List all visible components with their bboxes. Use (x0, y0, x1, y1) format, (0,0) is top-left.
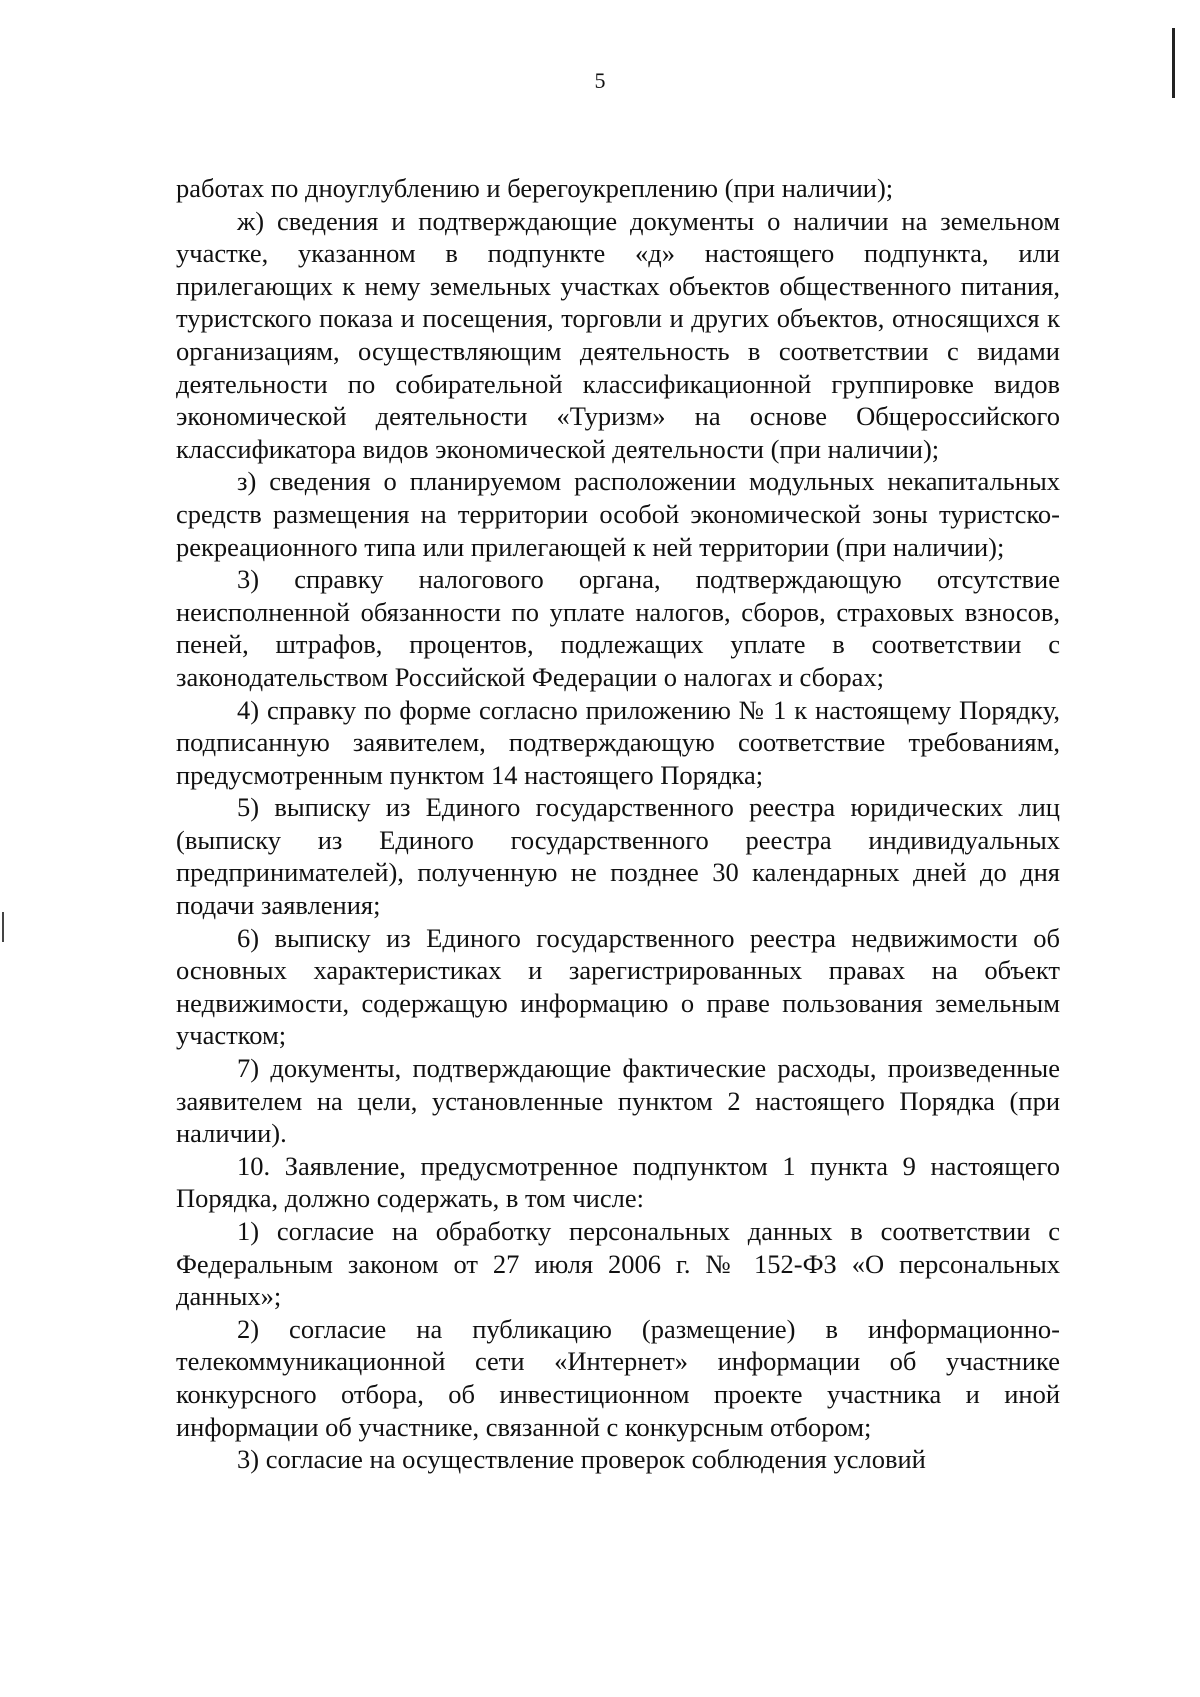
paragraph-item-5: 5) выписку из Единого государственного реестра юридических лиц (выписку из Единого государственного реестра индивидуальных предпринимателей), полученную не позднее 30 календарных дней до дня подачи заявления; (176, 792, 1060, 921)
document-body (176, 172, 1060, 1476)
paragraph-item-z: з) сведения о планируемом расположении модульных некапитальных средств размещения на территории особой экономической зоны туристско-рекреационного типа или прилегающей к ней территории (при наличии); (176, 466, 1060, 562)
paragraph-item-zh: ж) сведения и подтверждающие документы о наличии на земельном участке, указанном в подпункте «д» настоящего подпункта, или прилегающих к нему земельных участках объектов общественного питания, туристского показа и посещения, торговли и других объектов, относящихся к организациям, осуществляющим деятельность в соответствии с видами деятельности по собирательной классификационной группировке видов экономической деятельности «Туризм» на основе Общероссийского классификатора видов экономической деятельности (при наличии); (176, 205, 1060, 464)
scan-edge-mark (1172, 28, 1175, 98)
paragraph-continuation: работах по дноуглублению и берегоукреплению (при наличии); (176, 173, 894, 203)
paragraph-item-4: 4) справку по форме согласно приложению № 1 к настоящему Порядку, подписанную заявителем, подтверждающую соответствие требованиям, предусмотренным пунктом 14 настоящего Порядка; (176, 694, 1060, 790)
paragraph-sub-3: 3) согласие на осуществление проверок соблюдения условий (237, 1444, 926, 1475)
paragraph-item-6: 6) выписку из Единого государственного реестра недвижимости об основных характеристиках и зарегистрированных правах на объект недвижимости, содержащую информацию о праве пользования земельным участком; (176, 922, 1060, 1051)
paragraph-item-7: 7) документы, подтверждающие фактические расходы, произведенные заявителем на цели, установленные пунктом 2 настоящего Порядка (при наличии). (176, 1053, 1060, 1149)
paragraph-section-10: 10. Заявление, предусмотренное подпунктом 1 пункта 9 настоящего Порядка, должно содержать, в том числе: (176, 1150, 1060, 1214)
scan-edge-mark-left (2, 912, 4, 942)
paragraph-item-3: 3) справку налогового органа, подтверждающую отсутствие неисполненной обязанности по уплате налогов, сборов, страховых взносов, пеней, штрафов, процентов, подлежащих уплате в соответствии с законодательством Российской Федерации о налогах и сборах; (176, 564, 1060, 692)
page-number: 5 (594, 68, 606, 93)
paragraph-sub-1: 1) согласие на обработку персональных данных в соответствии с Федеральным законом от 27 июля 2006 г. № 152-ФЗ «О персональных данных»; (176, 1216, 1060, 1312)
paragraph-sub-2: 2) согласие на публикацию (размещение) в информационно-телекоммуникационной сети «Интернет» информации об участнике конкурсного отбора, об инвестиционном проекте участника и иной информации об участнике, связанной с конкурсным отбором; (176, 1313, 1060, 1442)
